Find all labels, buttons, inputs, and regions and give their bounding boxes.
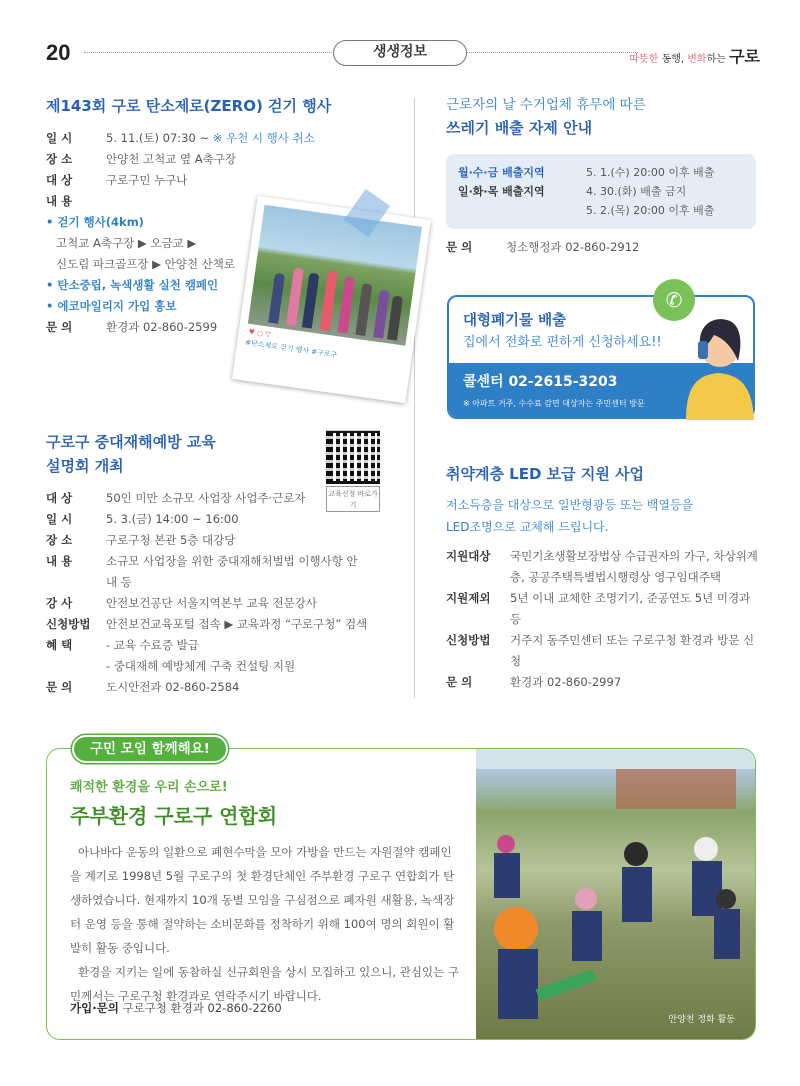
- club-paragraph-2: 환경을 지키는 일에 동참하실 신규회원을 상시 모집하고 있으니, 관심있는 구민께서는 구로구청 환경과로 연락주시기 바랍니다.: [70, 965, 459, 1003]
- safety-row: [46, 635, 406, 656]
- safety-value: 5. 3.(금) 14:00 ~ 16:00: [106, 512, 239, 526]
- safety-value: 구로구청 본관 5층 대강당: [106, 533, 236, 547]
- safety-value: - 중대재해 예방체계 구축 컨설팅 지원: [106, 659, 296, 673]
- led-row: [446, 546, 762, 588]
- safety-label: [46, 656, 106, 677]
- schedule-row: [458, 182, 744, 201]
- led-value: 5년 이내 교체한 조명기기, 준공연도 5년 미경과 등: [510, 591, 751, 626]
- schedule-info: 4. 30.(화) 배출 금지: [586, 185, 687, 198]
- bulky-title: 대형폐기물 배출: [463, 313, 567, 329]
- logo-text-1: 따뜻한: [629, 54, 659, 65]
- walk-bullet-walk: • 걷기 행사(4km): [46, 215, 144, 229]
- safety-value: 안전보건공단 서울지역본부 교육 전문강사: [106, 596, 317, 610]
- walk-bullet-eco: • 에코마일리지 가입 홍보: [46, 299, 177, 313]
- logo-text-3: 변화: [687, 54, 707, 65]
- trash-label-inquiry: 문 의: [446, 240, 473, 254]
- led-row: [446, 630, 762, 672]
- walk-value-date: [106, 128, 406, 149]
- walk-value-inquiry: 환경과 02-860-2599: [106, 320, 218, 334]
- led-row: [446, 588, 762, 630]
- schedule-row: [458, 201, 744, 220]
- gurogu-logo: [629, 44, 760, 67]
- safety-label: 문 의: [46, 680, 73, 694]
- bulky-desc: 집에서 전화로 편하게 신청하세요!!: [463, 335, 662, 350]
- safety-row: [46, 677, 406, 698]
- walk-date-text: 5. 11.(토) 07:30 ~: [106, 131, 213, 145]
- safety-row: [46, 551, 406, 593]
- schedule-area: 월·수·금 배출지역: [458, 166, 545, 179]
- like-icons: ♥ ○ ▽: [248, 327, 272, 339]
- club-tagline: 쾌적한 환경을 우리 손으로!: [70, 780, 228, 795]
- club-contact-value: 구로구청 환경과 02-860-2260: [122, 1001, 282, 1015]
- walk-photo: [248, 205, 422, 346]
- led-label: 신청방법: [446, 633, 491, 647]
- schedule-info: 5. 1.(수) 20:00 이후 배출: [586, 166, 715, 179]
- trash-row-inquiry: [446, 237, 756, 258]
- call-center[interactable]: 콜센터 02-2615-3203: [463, 374, 618, 390]
- qr-label: 교육신청 바로가기: [326, 486, 380, 512]
- led-desc-2: LED조명으로 교체해 드립니다.: [446, 520, 609, 534]
- safety-label: 혜 택: [46, 638, 73, 652]
- walk-route-1: 고척교 A축구장 ▶ 오금교 ▶: [56, 236, 197, 250]
- club-contact: [70, 1000, 282, 1016]
- safety-label: 대 상: [46, 491, 73, 505]
- schedule-area: [458, 201, 586, 220]
- logo-text-4: 하는: [706, 54, 730, 65]
- led-value: 국민기초생활보장법상 수급권자의 가구, 차상위계층, 공공주택특별법시행령상 영구임대주택: [510, 549, 758, 584]
- section-label: 생생정보: [333, 40, 467, 66]
- walk-label-target: 대 상: [46, 173, 73, 187]
- walk-row-date: [46, 128, 406, 149]
- safety-value: 소규모 사업장을 위한 중대재해처벌법 이행사항 안내 등: [106, 554, 358, 589]
- schedule-area: 일·화·목 배출지역: [458, 185, 545, 198]
- walk-label-content: 내 용: [46, 194, 73, 208]
- safety-row: [46, 614, 406, 635]
- logo-text-big: 구로: [729, 47, 760, 66]
- walk-value-place: 안양천 고척교 옆 A축구장: [106, 152, 236, 166]
- logo-text-2: 동행,: [658, 54, 688, 65]
- trash-title: 쓰레기 배출 자제 안내: [446, 119, 593, 137]
- walk-value-target: 구로구민 누구나: [106, 173, 188, 187]
- safety-row: [46, 656, 406, 677]
- safety-value: 50인 미만 소규모 사업장 사업주·근로자: [106, 491, 306, 505]
- club-contact-label: 가입·문의: [70, 1001, 119, 1015]
- club-photo-caption: 안양천 정화 활동: [668, 1015, 735, 1025]
- walk-label-date: 일 시: [46, 131, 73, 145]
- page-number: 20: [46, 40, 71, 65]
- led-row: [446, 672, 762, 693]
- walk-photo-caption: #탄소제로 걷기 행사 #구로구: [244, 338, 338, 360]
- led-desc-1: 저소득층을 대상으로 일반형광등 또는 백열등을: [446, 498, 694, 512]
- trash-schedule-box: [446, 154, 756, 229]
- led-title: 취약계층 LED 보급 지원 사업: [446, 465, 645, 483]
- club-body: [70, 840, 460, 1008]
- safety-row: [46, 509, 406, 530]
- safety-label: 일 시: [46, 512, 73, 526]
- walk-label-inquiry: 문 의: [46, 320, 73, 334]
- safety-value: 안전보건교육포털 접속 ▶ 교육과정 “구로구청” 검색: [106, 617, 368, 631]
- walk-label-place: 장 소: [46, 152, 73, 166]
- walk-photo-card: [232, 196, 431, 404]
- club-photo-scene: [476, 749, 755, 1039]
- walk-row-target: [46, 170, 406, 191]
- safety-label: 내 용: [46, 554, 73, 568]
- safety-label: 신청방법: [46, 617, 91, 631]
- led-section: [446, 462, 762, 693]
- club-paragraph-1: 아나바다 운동의 일환으로 폐현수막을 모아 가방을 만드는 자원절약 캠페인을 계기로 1998년 5월 구로구의 첫 환경단체인 주부환경 구로구 연합회가 탄생하였습니다. 현재까지 10개 동별 모임을 구심점으로 폐자원 새활용, 녹색장터 운영 등을 통해 절약하는 소비문화를 정착하기 위해 100여 명의 회원이 활발히 활동 중입니다.: [70, 845, 455, 955]
- qr-code-pattern: [326, 430, 380, 484]
- bulky-note: ※ 아파트 거주, 수수료 감면 대상자는 주민센터 방문: [463, 399, 645, 408]
- safety-row: [46, 593, 406, 614]
- led-desc: [446, 494, 762, 538]
- walk-rain-note: ※ 우천 시 행사 취소: [212, 131, 315, 145]
- safety-value: - 교육 수료증 발급: [106, 638, 199, 652]
- led-label: 문 의: [446, 675, 473, 689]
- schedule-info: 5. 2.(목) 20:00 이후 배출: [586, 204, 715, 217]
- safety-row: [46, 530, 406, 551]
- club-title: 주부환경 구로구 연합회: [70, 804, 278, 828]
- safety-title-2: 설명회 개최: [46, 457, 124, 475]
- walk-route-2: 신도림 파크골프장 ▶ 안양천 산책로: [56, 257, 235, 271]
- walk-row-place: [46, 149, 406, 170]
- led-label: 지원대상: [446, 549, 491, 563]
- club-tag: 구민 모임 함께해요!: [72, 735, 228, 763]
- led-value: 거주지 동주민센터 또는 구로구청 환경과 방문 신청: [510, 633, 755, 668]
- walk-title: 제143회 구로 탄소제로(ZERO) 걷기 행사: [46, 97, 332, 115]
- safety-label: 강 사: [46, 596, 73, 610]
- trash-subtitle: 근로자의 날 수거업체 휴무에 따른: [446, 97, 646, 113]
- led-value: 환경과 02-860-2997: [510, 675, 622, 689]
- trash-value-inquiry: 청소행정과 02-860-2912: [506, 240, 640, 254]
- club-photo: [476, 749, 755, 1039]
- safety-title-1: 구로구 중대재해예방 교육: [46, 433, 216, 451]
- led-label: 지원제외: [446, 591, 491, 605]
- walk-bullet-campaign: • 탄소중립, 녹색생활 실천 캠페인: [46, 278, 219, 292]
- column-divider: [414, 98, 415, 698]
- safety-label: 장 소: [46, 533, 73, 547]
- woman-on-phone-illustration: [676, 305, 760, 420]
- schedule-row: [458, 163, 744, 182]
- safety-value: 도시안전과 02-860-2584: [106, 680, 240, 694]
- phone-icon: ✆: [653, 279, 695, 321]
- trash-section: [446, 94, 756, 258]
